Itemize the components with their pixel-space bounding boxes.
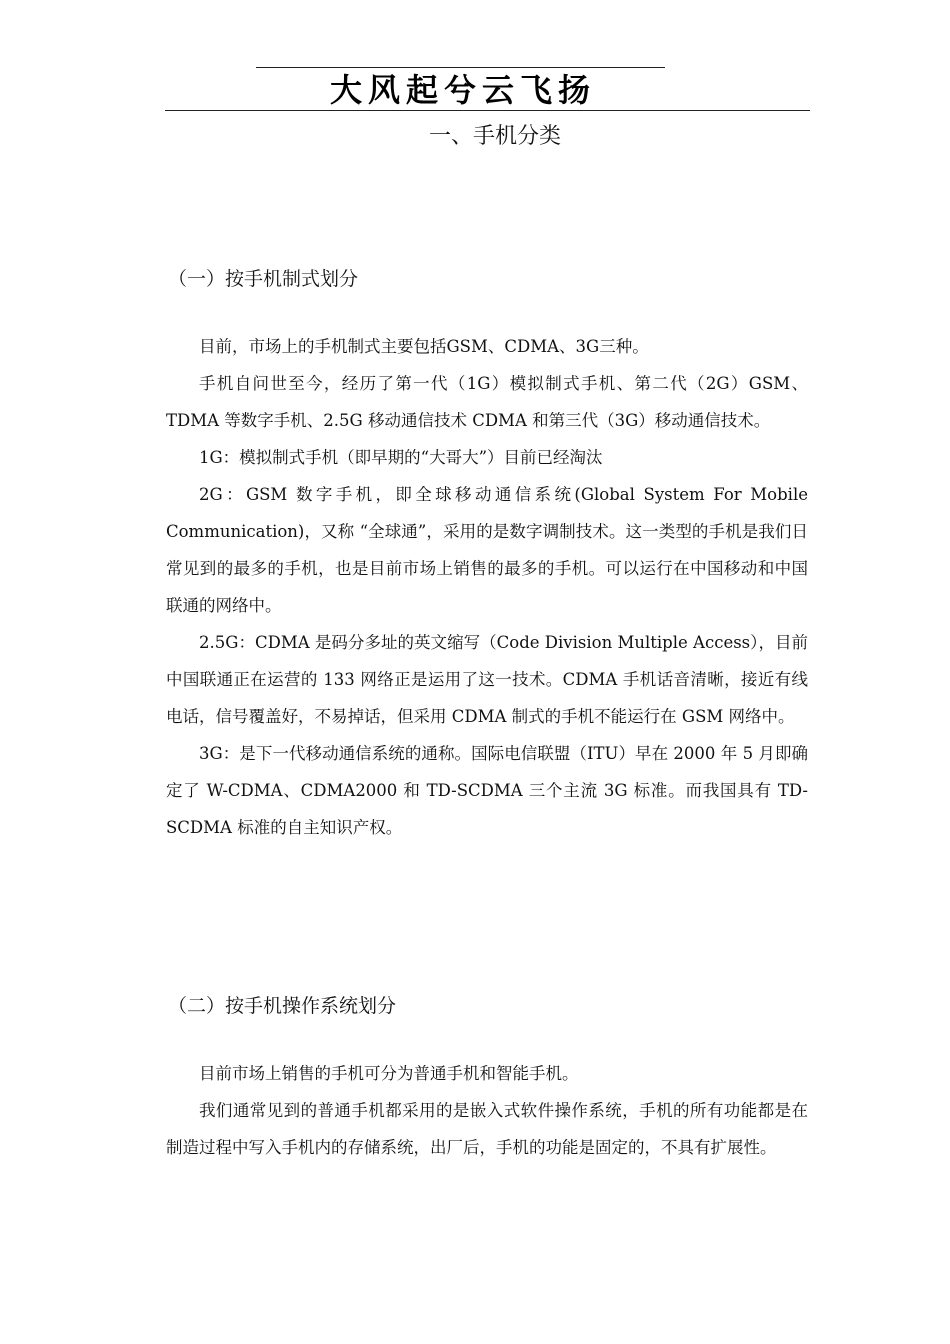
paragraph: 1G：模拟制式手机（即早期的“大哥大”）目前已经淘汰: [199, 448, 603, 467]
paragraph: 2G：GSM 数字手机，即全球移动通信系统(Global System For Mobile Communication)，又称 “全球通”，采用的是数字调制技术。这一类型的手机是我们日常见到的最多的手机，也是目前市场上销售的最多的手机。可以运行在中国移动和中国联通的网络中。: [166, 485, 808, 615]
section-1-body: [166, 328, 808, 846]
paragraph: 手机自问世至今，经历了第一代（1G）模拟制式手机、第二代（2G）GSM、TDMA 等数字手机、2.5G 移动通信技术 CDMA 和第三代（3G）移动通信技术。: [166, 374, 808, 430]
section-heading-2: （二）按手机操作系统划分: [168, 995, 397, 1017]
paragraph: 3G：是下一代移动通信系统的通称。国际电信联盟（ITU）早在 2000 年 5 月即确定了 W-CDMA、CDMA2000 和 TD-SCDMA 三个主流 3G 标准。而我国具有 TD-SCDMA 标准的自主知识产权。: [166, 744, 808, 837]
header-top-rule: [256, 67, 665, 68]
paragraph: 我们通常见到的普通手机都采用的是嵌入式软件操作系统，手机的所有功能都是在制造过程中写入手机内的存储系统，出厂后，手机的功能是固定的，不具有扩展性。: [166, 1101, 808, 1157]
header-bottom-rule: [165, 110, 810, 111]
paragraph: 2.5G：CDMA 是码分多址的英文缩写（Code Division Multiple Access），目前中国联通正在运营的 133 网络正是运用了这一技术。CDMA 手机话音清晰，接近有线电话，信号覆盖好，不易掉话，但采用 CDMA 制式的手机不能运行在 GSM 网络中。: [166, 633, 808, 726]
header-banner: 大风起兮云飞扬: [330, 71, 597, 109]
paragraph: 目前市场上销售的手机可分为普通手机和智能手机。: [199, 1064, 579, 1083]
chapter-title: 一、手机分类: [428, 124, 561, 149]
paragraph: 目前，市场上的手机制式主要包括GSM、CDMA、3G三种。: [199, 337, 649, 356]
section-2-body: [166, 1055, 808, 1166]
section-heading-1: （一）按手机制式划分: [168, 268, 359, 290]
